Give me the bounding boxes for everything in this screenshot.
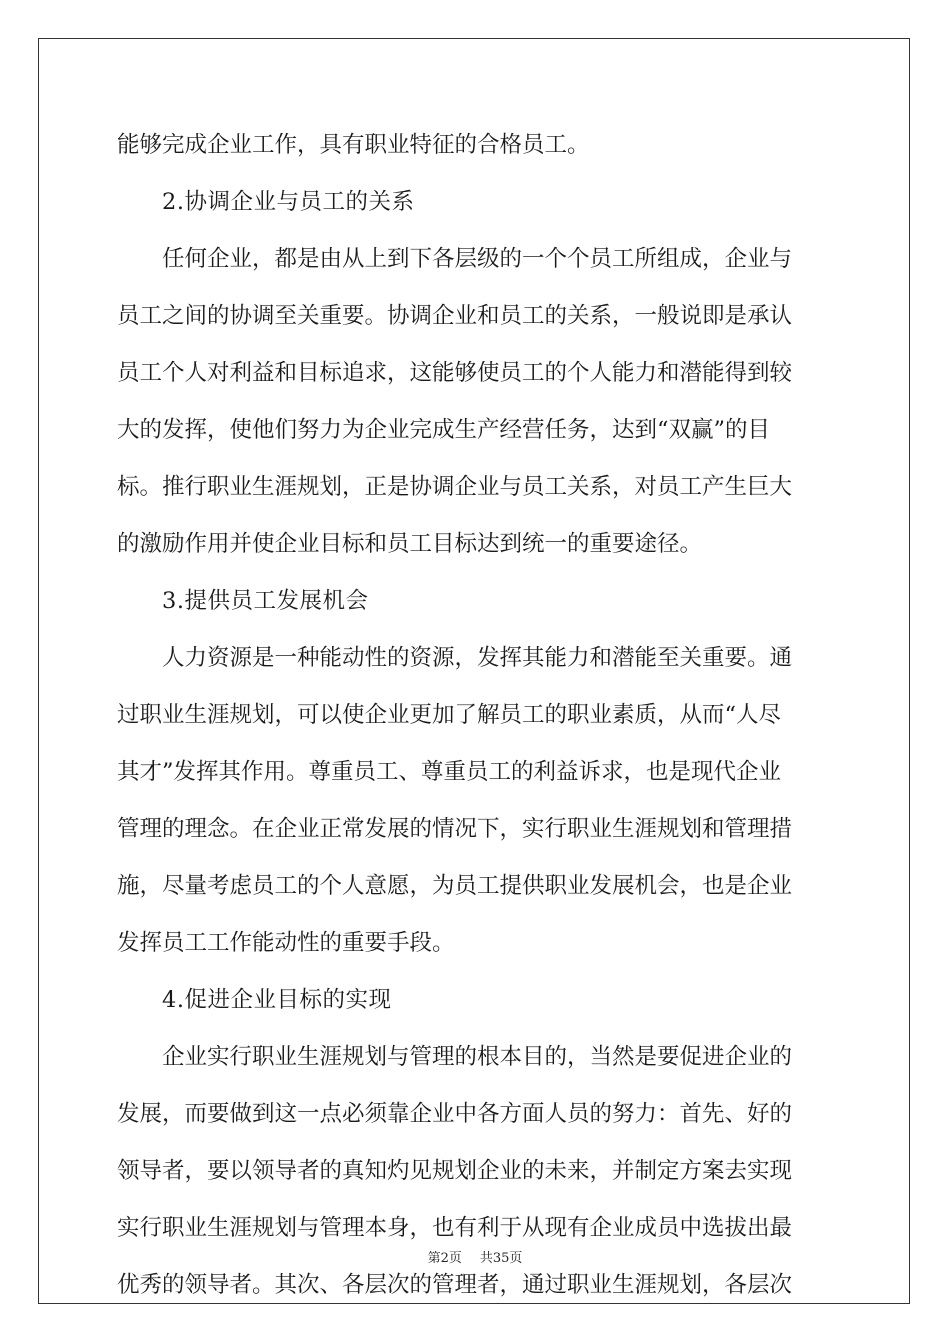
paragraph-line: 发展，而要做到这一点必须靠企业中各方面人员的努力：首先、好的: [117, 1101, 793, 1127]
paragraph-line: 企业实行职业生涯规划与管理的根本目的，当然是要促进企业的: [162, 1044, 793, 1070]
section-heading: 3.提供员工发展机会: [162, 588, 369, 614]
paragraph-line: 大的发挥，使他们努力为企业完成生产经营任务，达到“双赢”的目: [117, 417, 771, 443]
paragraph-line: 施，尽量考虑员工的个人意愿，为员工提供职业发展机会，也是企业: [117, 873, 793, 899]
paragraph-line: 实行职业生涯规划与管理本身，也有利于从现有企业成员中选拔出最: [117, 1215, 793, 1241]
section-heading: 2.协调企业与员工的关系: [162, 189, 415, 215]
paragraph-line: 标。推行职业生涯规划，正是协调企业与员工关系，对员工产生巨大: [117, 474, 793, 500]
paragraph-line: 过职业生涯规划，可以使企业更加了解员工的职业素质，从而“人尽: [117, 702, 782, 728]
paragraph-line: 领导者，要以领导者的真知灼见规划企业的未来，并制定方案去实现: [117, 1158, 793, 1184]
paragraph-line: 的激励作用并使企业目标和员工目标达到统一的重要途径。: [117, 531, 703, 557]
paragraph-line: 人力资源是一种能动性的资源，发挥其能力和潜能至关重要。通: [162, 645, 793, 671]
paragraph-line: 发挥员工工作能动性的重要手段。: [117, 930, 455, 956]
paragraph-line: 优秀的领导者。其次、各层次的管理者，通过职业生涯规划，各层次: [117, 1272, 793, 1298]
paragraph-line: 其才”发挥其作用。尊重员工、尊重员工的利益诉求，也是现代企业: [117, 759, 782, 785]
paragraph-line: 任何企业，都是由从上到下各层级的一个个员工所组成，企业与: [162, 246, 793, 272]
page-footer: [0, 1247, 950, 1266]
page-number: 第2页: [427, 1251, 462, 1266]
paragraph-line: 能够完成企业工作，具有职业特征的合格员工。: [117, 132, 590, 158]
paragraph-line: 员工个人对利益和目标追求，这能够使员工的个人能力和潜能得到较: [117, 360, 793, 386]
page-total: 共35页: [479, 1251, 523, 1266]
paragraph-line: 员工之间的协调至关重要。协调企业和员工的关系，一般说即是承认: [117, 303, 793, 329]
paragraph-line: 管理的理念。在企业正常发展的情况下，实行职业生涯规划和管理措: [117, 816, 793, 842]
section-heading: 4.促进企业目标的实现: [162, 987, 392, 1013]
